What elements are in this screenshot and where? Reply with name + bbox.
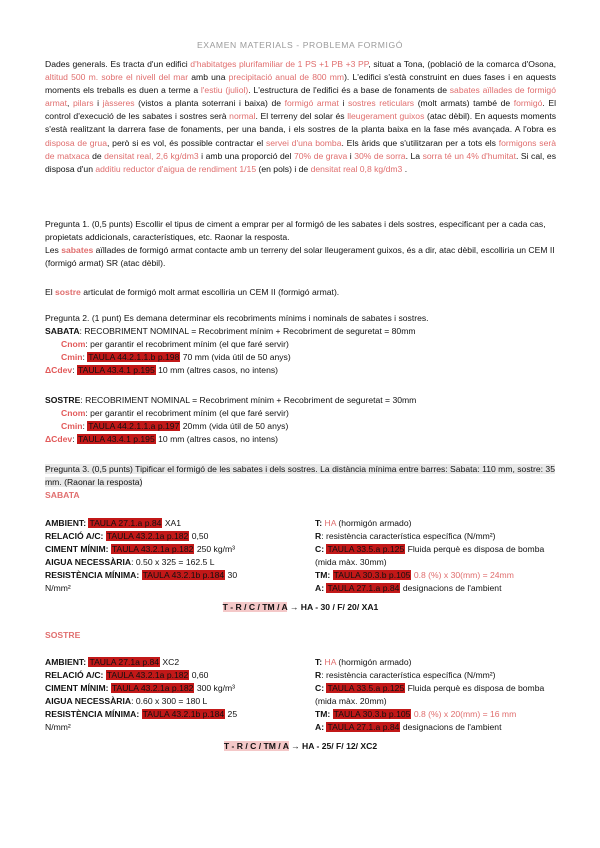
sostre-resistencia-unit: N/mm² <box>45 722 71 733</box>
sostre-cnom: Cnom: per garantir el recobriment mínim (el que faré servir) <box>61 408 289 419</box>
question-3 <box>45 463 556 502</box>
sabata-r: R: resistència característica específica (N/mm²) <box>315 531 496 542</box>
sostre-title: SOSTRE <box>45 630 81 640</box>
sabata-cnom: Cnom: per garantir el recobriment mínim (el que faré servir) <box>61 339 289 350</box>
sabata-designation: T - R / C / TM / A → HA - 30 / F/ 20/ XA1 <box>222 602 379 612</box>
sostre-designation: T - R / C / TM / A → HA - 25/ F/ 12/ XC2 <box>223 741 378 751</box>
question-1 <box>45 218 556 270</box>
question-1-answer-sostre: El sostre articulat de formigó molt armat escolliria un CEM II (formigó armat). <box>45 287 340 297</box>
sabata-cover-formula: SABATA: RECOBRIMENT NOMINAL = Recobriment mínim + Recobriment de seguretat = 80mm <box>45 326 416 337</box>
question-2-text: Pregunta 2. (1 punt) Es demana determinar els recobriments mínims i nominals de sabates i sostres. <box>45 313 429 323</box>
sostre-relacio: RELACIÓ A/C: TAULA 43.2.1a p.182 0,60 <box>45 670 209 681</box>
sabata-ciment: CIMENT MÍNIM: TAULA 43.2.1a p.182 250 kg/m³ <box>45 544 236 555</box>
sabata-aigua: AIGUA NECESSÀRIA: 0.50 x 325 = 162.5 L <box>45 557 215 568</box>
sabata-cmin: Cmin: TAULA 44.2.1.1.b p.198 70 mm (vida útil de 50 anys) <box>61 352 291 363</box>
question-3-text: Pregunta 3. (0,5 punts) Tipificar el formigó de les sabates i dels sostres. La distància mínima entre barres: Sabata: 110 mm, sostre: 35 mm. (Raonar la resposta) <box>45 464 555 488</box>
sostre-ambient: AMBIENT: TAULA 27.1a p.84 XC2 <box>45 657 180 667</box>
sabata-right-column <box>315 517 560 596</box>
sabata-tm: TM: TAULA 30.3.b p.105 0.8 (%) x 30(mm) = 24mm <box>315 570 514 581</box>
sostre-a: A: TAULA 27.1.a p.84 designacions de l'ambient <box>315 722 502 733</box>
sostre-t: T: HA (hormigón armado) <box>315 657 412 667</box>
sabata-cdev: ΔCdev: TAULA 43.4.1 p.195 10 mm (altres casos, no intens) <box>45 365 279 376</box>
sostre-ciment: CIMENT MÍNIM: TAULA 43.2.1a p.182 300 kg/m³ <box>45 683 236 694</box>
general-data-paragraph: Dades generals. Es tracta d'un edifici d'habitatges plurifamiliar de 1 PS +1 PB +3 PP, situat a Tona, (població de la comarca d'Osona, altitud 500 m. sobre el nivell del mar amb una precipitació anual de 800 mm). L'edifici s'està construint en dues fases i en aquests moments els treballs es duen a terme a l'estiu (juliol). L'estructura de l'edifici és a base de fonaments de sabates aïllades de formigó armat, pilars i jàsseres (vistos a planta soterrani i baixa) de formigó armat i sostres reticulars (molt armats) també de formigó. El control d'execució de les sabates i sostres serà normal. El terreny del solar és lleugerament guixos (atac dèbil). En aquests moments s'està realitzant la darrera fase de fonaments, per una banda, i els sostres de la planta baixa en la fase més avançada. A l'obra es disposa de grua, però si es vol, és possible contractar el servei d'una bomba. Els àrids que s'utilitzaran per a tots els formigons serà de matxaca de densitat real, 2,6 kg/dm3 i amb una proporció del 70% de grava i 30% de sorra. La sorra té un 4% d'humitat. Si cal, es disposa d'un additiu reductor d'aigua de rendiment 1/15 (en pols) i de densitat real 0,8 kg/dm3 . <box>45 59 557 174</box>
question-1-answer-sabates: Les sabates aïllades de formigó armat contacte amb un terreny del solar lleugerament guixos, és a dir, atac dèbil, escolliria un CEM II (formigó armat) SR (atac dèbil). <box>45 245 555 269</box>
sabata-a: A: TAULA 27.1.a p.84 designacions de l'ambient <box>315 583 502 594</box>
sostre-tm: TM: TAULA 30.3.b p.105 0.8 (%) x 20(mm) = 16 mm <box>315 709 517 720</box>
question-1-text: Pregunta 1. (0,5 punts) Escollir el tipus de ciment a emprar per al formigó de les sabates i dels sostres, especificant per a cada cas, propietats addicionals, característiques, etc. Raonar la resposta. <box>45 219 546 243</box>
sabata-t: T: HA (hormigón armado) <box>315 518 412 528</box>
sostre-left-column <box>45 656 300 735</box>
sostre-r: R: resistència característica específica (N/mm²) <box>315 670 496 681</box>
sabata-title: SABATA <box>45 490 80 501</box>
sostre-c: C: TAULA 33.5.a p.125 Fluida perquè es disposa de bomba (mida màx. 20mm) <box>315 683 545 707</box>
sabata-c: C: TAULA 33.5.a p.125 Fluida perquè es disposa de bomba (mida màx. 30mm) <box>315 544 545 568</box>
page-header: EXAMEN MATERIALS - PROBLEMA FORMIGÓ <box>196 40 404 50</box>
sostre-right-column <box>315 656 560 735</box>
sabata-resistencia: RESISTÈNCIA MÍNIMA: TAULA 43.2.1b p.184 30 <box>45 570 238 581</box>
sabata-left-column <box>45 517 300 596</box>
sabata-ambient: AMBIENT: TAULA 27.1.a p.84 XA1 <box>45 518 182 528</box>
sabata-resistencia-unit: N/mm² <box>45 583 71 594</box>
sostre-cover-formula: SOSTRE: RECOBRIMENT NOMINAL = Recobriment mínim + Recobriment de seguretat = 30mm <box>45 395 417 405</box>
sostre-cover-block <box>45 394 556 446</box>
sabata-relacio: RELACIÓ A/C: TAULA 43.2.1a p.182 0,50 <box>45 531 209 542</box>
sostre-cdev: ΔCdev: TAULA 43.4.1 p.195 10 mm (altres casos, no intens) <box>45 434 279 445</box>
sostre-aigua: AIGUA NECESSÀRIA: 0.60 x 300 = 180 L <box>45 696 208 707</box>
sostre-resistencia: RESISTÈNCIA MÍNIMA: TAULA 43.2.1b p.184 25 <box>45 709 238 720</box>
sostre-cmin: Cmin: TAULA 44.2.1.1.a p.197 20mm (vida útil de 50 anys) <box>61 421 289 432</box>
question-2 <box>45 312 556 377</box>
